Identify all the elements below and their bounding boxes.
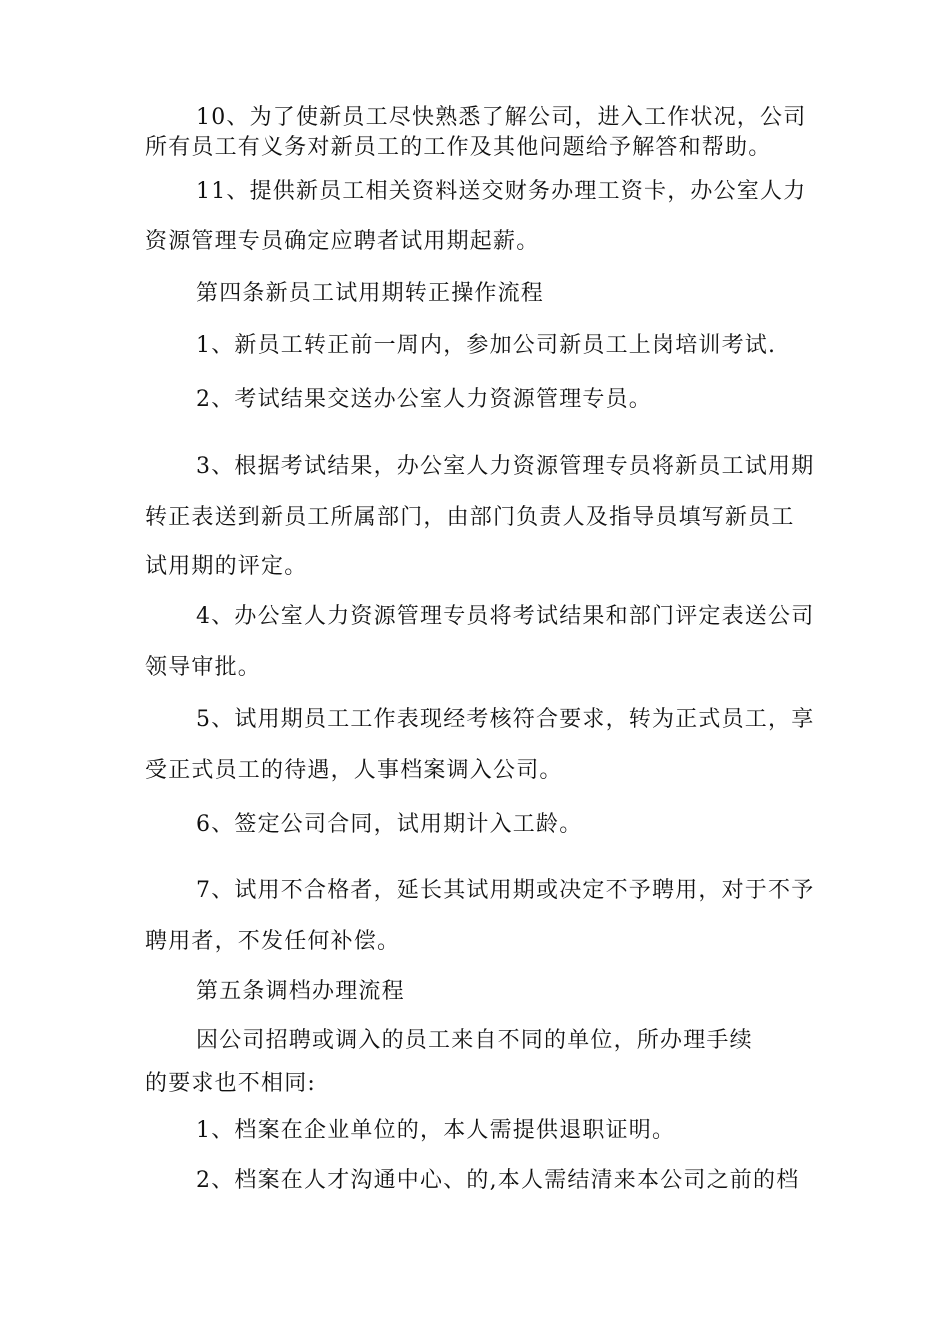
section-4-item-3-line-1: 3、根据考试结果，办公室人力资源管理专员将新员工试用期 bbox=[196, 454, 815, 479]
section-4-item-7-line-1: 7、试用不合格者，延长其试用期或决定不予聘用，对于不予 bbox=[196, 878, 815, 903]
section-4-item-1: 1、新员工转正前一周内，参加公司新员工上岗培训考试. bbox=[196, 333, 777, 358]
section-5-intro-line-1: 因公司招聘或调入的员工来自不同的单位，所办理手续 bbox=[196, 1028, 753, 1053]
section-4-item-6: 6、签定公司合同，试用期计入工龄。 bbox=[196, 812, 583, 837]
paragraph-10-line-1: 10、为了使新员工尽快熟悉了解公司，进入工作状况，公司 bbox=[196, 105, 807, 130]
section-4-item-5-line-2: 受正式员工的待遇，人事档案调入公司。 bbox=[145, 758, 563, 783]
section-4-item-4-line-2: 领导审批。 bbox=[145, 655, 262, 680]
paragraph-11-line-2: 资源管理专员确定应聘者试用期起薪。 bbox=[145, 229, 540, 254]
section-4-item-5-line-1: 5、试用期员工工作表现经考核符合要求，转为正式员工，享 bbox=[196, 707, 815, 732]
section-5-item-2-line-1: 2、档案在人才沟通中心、的,本人需结清来本公司之前的档 bbox=[196, 1168, 800, 1193]
section-5-heading: 第五条调档办理流程 bbox=[196, 979, 405, 1004]
section-4-item-3-line-2: 转正表送到新员工所属部门，由部门负责人及指导员填写新员工 bbox=[145, 505, 795, 530]
paragraph-10-line-2: 所有员工有义务对新员工的工作及其他问题给予解答和帮助。 bbox=[145, 135, 772, 160]
section-4-item-3-line-3: 试用期的评定。 bbox=[145, 554, 308, 579]
paragraph-11-line-1: 11、提供新员工相关资料送交财务办理工资卡，办公室人力 bbox=[196, 179, 807, 204]
section-5-item-1: 1、档案在企业单位的，本人需提供退职证明。 bbox=[196, 1118, 676, 1143]
section-4-heading: 第四条新员工试用期转正操作流程 bbox=[196, 281, 545, 306]
section-5-intro-line-2: 的要求也不相同: bbox=[145, 1071, 317, 1096]
section-4-item-2: 2、考试结果交送办公室人力资源管理专员。 bbox=[196, 387, 652, 412]
section-4-item-7-line-2: 聘用者，不发任何补偿。 bbox=[145, 929, 401, 954]
section-4-item-4-line-1: 4、办公室人力资源管理专员将考试结果和部门评定表送公司 bbox=[196, 604, 815, 629]
